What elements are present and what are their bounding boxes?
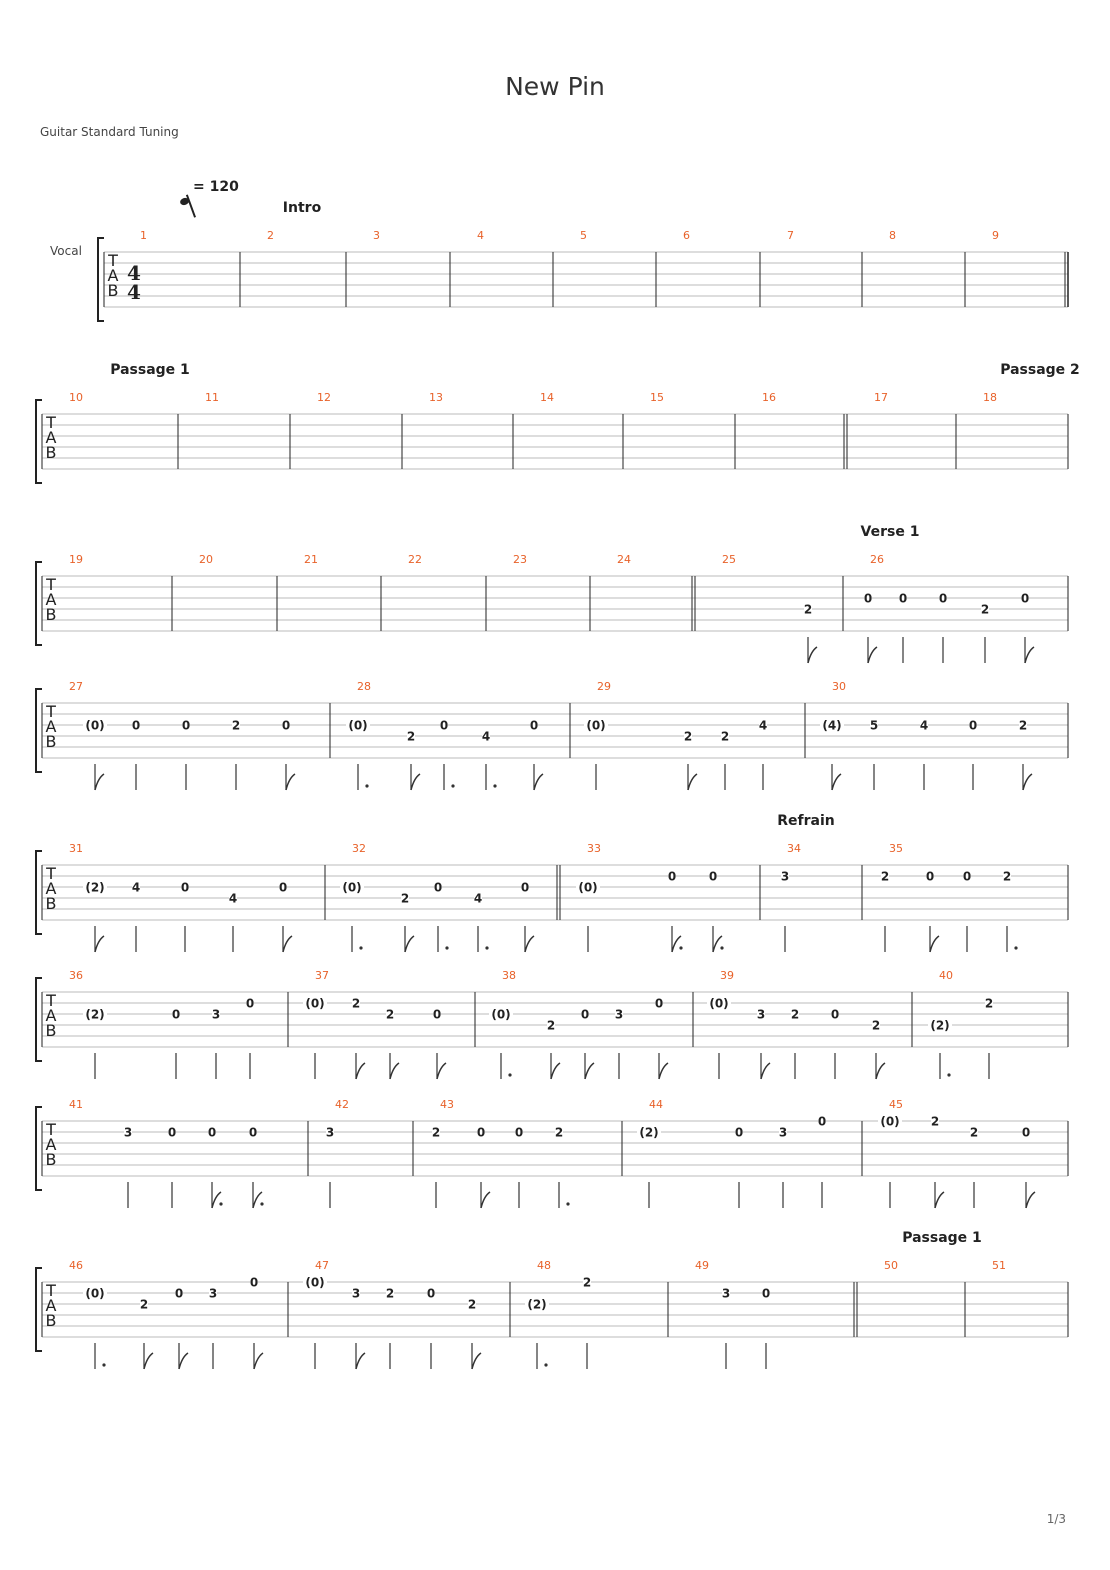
eighth-flag (95, 936, 104, 952)
measure-number: 12 (317, 391, 331, 404)
rhythm-dot (720, 946, 723, 949)
eighth-flag (356, 1063, 365, 1079)
fret-number: 0 (925, 869, 935, 884)
fret-number: 2 (720, 729, 730, 744)
fret-number: (0) (578, 880, 598, 895)
fret-number: 2 (880, 869, 890, 884)
tab-clef-letter: A (45, 1296, 57, 1315)
fret-number: 2 (1002, 869, 1012, 884)
measure-number: 6 (683, 229, 690, 242)
fret-number: 2 (431, 1125, 441, 1140)
rhythm-dot (260, 1202, 263, 1205)
rhythm-dot (485, 946, 488, 949)
rhythm-dot (493, 784, 496, 787)
tab-clef-letter: B (45, 1150, 57, 1169)
eighth-flag (356, 1353, 365, 1369)
measure-number: 31 (69, 842, 83, 855)
system-bracket (36, 851, 42, 934)
system-bracket (98, 238, 104, 321)
measure-number: 48 (537, 1259, 551, 1272)
time-signature-top: 4 (127, 261, 141, 285)
fret-number: (2) (527, 1297, 547, 1312)
eighth-flag (525, 936, 534, 952)
fret-number: 0 (245, 996, 255, 1011)
eighth-flag (286, 774, 295, 790)
measure-number: 51 (992, 1259, 1006, 1272)
measure-number: 23 (513, 553, 527, 566)
measure-number: 29 (597, 680, 611, 693)
fret-number: (0) (305, 996, 325, 1011)
fret-number: (0) (305, 1275, 325, 1290)
eighth-flag (713, 936, 722, 952)
eighth-flag (411, 774, 420, 790)
page-number: 1/3 (1046, 1512, 1066, 1526)
score-title: New Pin (505, 72, 605, 101)
measure-number: 5 (580, 229, 587, 242)
fret-number: 0 (968, 718, 978, 733)
measure-number: 38 (502, 969, 516, 982)
fret-number: (0) (709, 996, 729, 1011)
fret-number: 0 (476, 1125, 486, 1140)
measure-number: 35 (889, 842, 903, 855)
fret-number: 2 (400, 891, 410, 906)
eighth-flag (551, 1063, 560, 1079)
fret-number: 0 (529, 718, 539, 733)
section-label: Verse 1 (860, 524, 920, 540)
eighth-flag (876, 1063, 885, 1079)
time-signature-bottom: 4 (127, 280, 141, 304)
measure-number: 44 (649, 1098, 663, 1111)
fret-number: (2) (85, 880, 105, 895)
measure-number: 40 (939, 969, 953, 982)
measure-number: 4 (477, 229, 484, 242)
system-bracket (36, 562, 42, 645)
eighth-flag (832, 774, 841, 790)
fret-number: 0 (830, 1007, 840, 1022)
tab-clef-letter: B (45, 1311, 57, 1330)
fret-number: 3 (721, 1286, 731, 1301)
measure-number: 18 (983, 391, 997, 404)
fret-number: 3 (614, 1007, 624, 1022)
measure-number: 42 (335, 1098, 349, 1111)
fret-number: 0 (131, 718, 141, 733)
measure-number: 2 (267, 229, 274, 242)
measure-number: 8 (889, 229, 896, 242)
fret-number: 0 (249, 1275, 259, 1290)
tab-clef-letter: B (45, 1021, 57, 1040)
measure-number: 25 (722, 553, 736, 566)
fret-number: 4 (919, 718, 929, 733)
fret-number: 2 (231, 718, 241, 733)
tab-clef-letter: T (46, 575, 56, 594)
fret-number: 3 (325, 1125, 335, 1140)
fret-number: 2 (554, 1125, 564, 1140)
fret-number: 3 (123, 1125, 133, 1140)
eighth-flag (935, 1192, 944, 1208)
rhythm-dot (508, 1073, 511, 1076)
measure-number: 28 (357, 680, 371, 693)
measure-number: 24 (617, 553, 631, 566)
fret-number: 0 (181, 718, 191, 733)
fret-number: 0 (439, 718, 449, 733)
rhythm-dot (365, 784, 368, 787)
eighth-flag (868, 647, 877, 663)
tab-clef-letter: B (45, 732, 57, 751)
measure-number: 39 (720, 969, 734, 982)
measure-number: 21 (304, 553, 318, 566)
measure-number: 16 (762, 391, 776, 404)
fret-number: 0 (761, 1286, 771, 1301)
fret-number: 0 (962, 869, 972, 884)
fret-number: 0 (654, 996, 664, 1011)
fret-number: 0 (433, 880, 443, 895)
eighth-flag (761, 1063, 770, 1079)
tab-clef-letter: T (46, 413, 56, 432)
measure-number: 26 (870, 553, 884, 566)
tab-clef-letter: T (46, 991, 56, 1010)
eighth-flag (1026, 1192, 1035, 1208)
tab-clef-letter: A (45, 879, 57, 898)
eighth-flag (95, 774, 104, 790)
eighth-flag (212, 1192, 221, 1208)
rhythm-dot (1014, 946, 1017, 949)
tab-clef-letter: A (45, 590, 57, 609)
measure-number: 14 (540, 391, 554, 404)
fret-number: 0 (734, 1125, 744, 1140)
fret-number: 2 (582, 1275, 592, 1290)
rhythm-dot (947, 1073, 950, 1076)
measure-number: 10 (69, 391, 83, 404)
tab-clef-letter: A (45, 1006, 57, 1025)
instrument-label: Vocal (50, 244, 82, 258)
measure-number: 7 (787, 229, 794, 242)
fret-number: 2 (406, 729, 416, 744)
tab-clef-letter: T (46, 1120, 56, 1139)
eighth-flag (405, 936, 414, 952)
fret-number: (0) (342, 880, 362, 895)
fret-number: 2 (984, 996, 994, 1011)
fret-number: 2 (871, 1018, 881, 1033)
fret-number: 0 (167, 1125, 177, 1140)
fret-number: 2 (546, 1018, 556, 1033)
rhythm-dot (102, 1363, 105, 1366)
fret-number: 2 (980, 602, 990, 617)
fret-number: 4 (131, 880, 141, 895)
fret-number: (0) (85, 1286, 105, 1301)
system-bracket (36, 978, 42, 1061)
fret-number: (0) (586, 718, 606, 733)
eighth-flag (808, 647, 817, 663)
fret-number: 0 (514, 1125, 524, 1140)
eighth-flag (437, 1063, 446, 1079)
fret-number: (0) (491, 1007, 511, 1022)
fret-number: 0 (281, 718, 291, 733)
fret-number: 0 (938, 591, 948, 606)
eighth-flag (472, 1353, 481, 1369)
fret-number: 3 (211, 1007, 221, 1022)
measure-number: 47 (315, 1259, 329, 1272)
section-label: Intro (282, 200, 322, 216)
fret-number: (0) (880, 1114, 900, 1129)
fret-number: 3 (208, 1286, 218, 1301)
measure-number: 43 (440, 1098, 454, 1111)
measure-number: 11 (205, 391, 219, 404)
fret-number: 2 (385, 1286, 395, 1301)
rhythm-dot (544, 1363, 547, 1366)
fret-number: 0 (278, 880, 288, 895)
measure-number: 37 (315, 969, 329, 982)
tab-clef-letter: B (107, 281, 119, 300)
fret-number: 0 (898, 591, 908, 606)
measure-number: 50 (884, 1259, 898, 1272)
rhythm-dot (679, 946, 682, 949)
eighth-flag (534, 774, 543, 790)
fret-number: 0 (426, 1286, 436, 1301)
eighth-flag (253, 1192, 262, 1208)
measure-number: 9 (992, 229, 999, 242)
tab-clef-letter: T (46, 1281, 56, 1300)
tab-clef-letter: B (45, 605, 57, 624)
fret-number: 3 (780, 869, 790, 884)
fret-number: 2 (790, 1007, 800, 1022)
eighth-flag (930, 936, 939, 952)
rhythm-dot (445, 946, 448, 949)
measure-number: 45 (889, 1098, 903, 1111)
eighth-flag (481, 1192, 490, 1208)
fret-number: (4) (822, 718, 842, 733)
fret-number: 0 (708, 869, 718, 884)
fret-number: 3 (778, 1125, 788, 1140)
tab-clef-letter: A (107, 266, 119, 285)
tab-clef-letter: A (45, 1135, 57, 1154)
eighth-flag (1023, 774, 1032, 790)
tab-clef-letter: A (45, 717, 57, 736)
fret-number: 2 (803, 602, 813, 617)
system-bracket (36, 689, 42, 772)
fret-number: 3 (351, 1286, 361, 1301)
eighth-flag (144, 1353, 153, 1369)
fret-number: 0 (1020, 591, 1030, 606)
fret-number: 0 (248, 1125, 258, 1140)
fret-number: 2 (930, 1114, 940, 1129)
fret-number: 2 (351, 996, 361, 1011)
measure-number: 46 (69, 1259, 83, 1272)
fret-number: 0 (180, 880, 190, 895)
fret-number: 0 (863, 591, 873, 606)
fret-number: (2) (85, 1007, 105, 1022)
eighth-flag (254, 1353, 263, 1369)
fret-number: (2) (930, 1018, 950, 1033)
rhythm-dot (451, 784, 454, 787)
measure-number: 22 (408, 553, 422, 566)
section-label: Refrain (777, 813, 835, 829)
fret-number: 0 (580, 1007, 590, 1022)
measure-number: 30 (832, 680, 846, 693)
fret-number: 2 (385, 1007, 395, 1022)
measure-number: 49 (695, 1259, 709, 1272)
section-label: Passage 2 (1000, 362, 1080, 378)
fret-number: (0) (348, 718, 368, 733)
fret-number: 3 (756, 1007, 766, 1022)
tab-clef-letter: T (46, 864, 56, 883)
fret-number: 0 (520, 880, 530, 895)
fret-number: 4 (481, 729, 491, 744)
eighth-flag (672, 936, 681, 952)
fret-number: 4 (758, 718, 768, 733)
tab-clef-letter: B (45, 894, 57, 913)
tab-clef-letter: B (45, 443, 57, 462)
measure-number: 1 (140, 229, 147, 242)
system-bracket (36, 1107, 42, 1190)
measure-number: 32 (352, 842, 366, 855)
eighth-flag (390, 1063, 399, 1079)
fret-number: 0 (171, 1007, 181, 1022)
fret-number: 0 (174, 1286, 184, 1301)
fret-number: 5 (869, 718, 879, 733)
measure-number: 41 (69, 1098, 83, 1111)
rhythm-dot (566, 1202, 569, 1205)
measure-number: 36 (69, 969, 83, 982)
eighth-flag (283, 936, 292, 952)
fret-number: 0 (432, 1007, 442, 1022)
measure-number: 17 (874, 391, 888, 404)
measure-number: 34 (787, 842, 801, 855)
fret-number: 2 (467, 1297, 477, 1312)
fret-number: (2) (639, 1125, 659, 1140)
tab-clef-letter: T (46, 702, 56, 721)
fret-number: 2 (969, 1125, 979, 1140)
fret-number: (0) (85, 718, 105, 733)
section-label: Passage 1 (902, 1230, 982, 1246)
tempo-value: = 120 (193, 179, 239, 195)
measure-number: 13 (429, 391, 443, 404)
measure-number: 20 (199, 553, 213, 566)
fret-number: 4 (473, 891, 483, 906)
tab-clef-letter: A (45, 428, 57, 447)
fret-number: 0 (817, 1114, 827, 1129)
tab-clef-letter: T (108, 251, 118, 270)
eighth-flag (179, 1353, 188, 1369)
fret-number: 0 (1021, 1125, 1031, 1140)
measure-number: 33 (587, 842, 601, 855)
eighth-flag (688, 774, 697, 790)
fret-number: 2 (683, 729, 693, 744)
fret-number: 4 (228, 891, 238, 906)
measure-number: 15 (650, 391, 664, 404)
system-bracket (36, 1268, 42, 1351)
fret-number: 0 (667, 869, 677, 884)
measure-number: 27 (69, 680, 83, 693)
measure-number: 19 (69, 553, 83, 566)
rhythm-dot (219, 1202, 222, 1205)
rhythm-dot (359, 946, 362, 949)
measure-number: 3 (373, 229, 380, 242)
fret-number: 0 (207, 1125, 217, 1140)
section-label: Passage 1 (110, 362, 190, 378)
tuning-label: Guitar Standard Tuning (40, 125, 179, 139)
system-bracket (36, 400, 42, 483)
eighth-flag (585, 1063, 594, 1079)
fret-number: 2 (1018, 718, 1028, 733)
fret-number: 2 (139, 1297, 149, 1312)
eighth-flag (1025, 647, 1034, 663)
eighth-flag (659, 1063, 668, 1079)
